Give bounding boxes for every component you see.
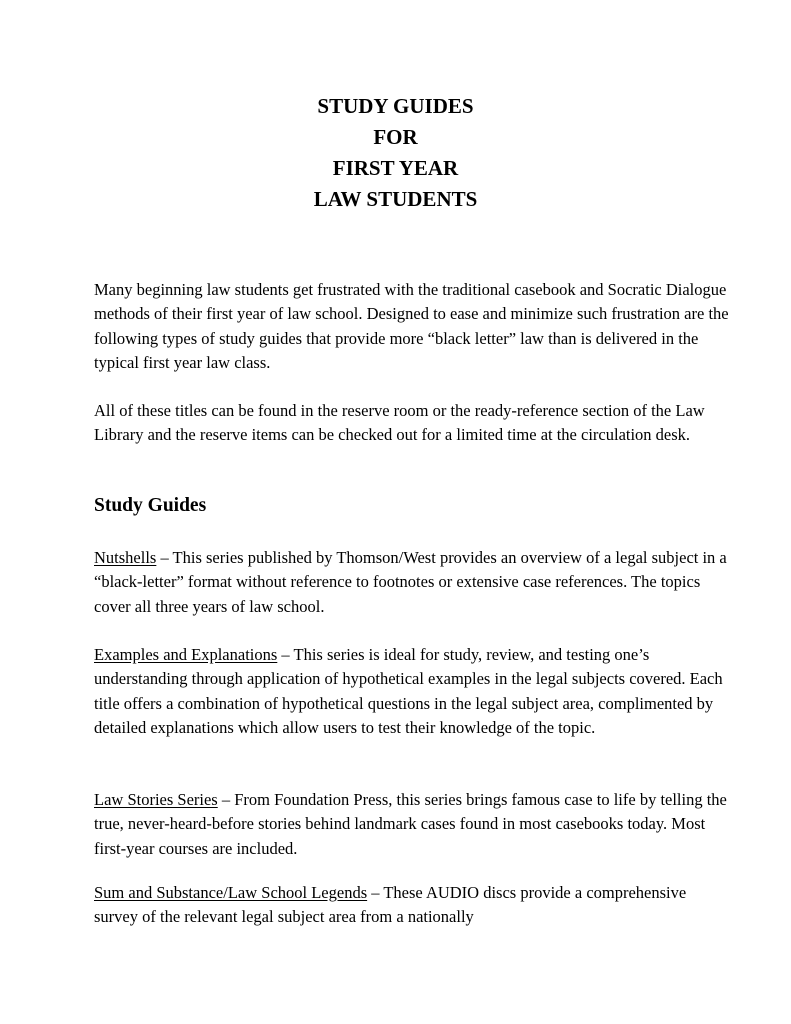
- entry-examples-and-explanations: [94, 643, 734, 740]
- entry-description: – These AUDIO discs provide a comprehensive survey of the relevant legal subject area from a nationally: [94, 883, 687, 927]
- entry-nutshells: [94, 546, 734, 619]
- section-heading: Study Guides: [94, 495, 207, 516]
- entry-term: Nutshells: [94, 548, 157, 567]
- entry-term: Examples and Explanations: [94, 645, 278, 664]
- entry-term: Law Stories Series: [94, 790, 218, 809]
- entry-sum-and-substance: [94, 881, 734, 930]
- title-line-1: STUDY GUIDES: [317, 94, 474, 118]
- title-line-3: FIRST YEAR: [332, 156, 459, 180]
- intro-paragraph-1: Many beginning law students get frustrated with the traditional casebook and Socratic Dialogue methods of their first year of law school. Designed to ease and minimize such frustration are the following types of study guides that provide more “black letter” law than is delivered in the typical first year law class.: [94, 280, 729, 372]
- intro-paragraph-2: All of these titles can be found in the reserve room or the ready-reference section of the Law Library and the reserve items can be checked out for a limited time at the circulation desk.: [94, 401, 705, 445]
- title-line-4: LAW STUDENTS: [313, 187, 478, 211]
- entry-law-stories-series: [94, 788, 734, 861]
- entry-description: – This series is ideal for study, review, and testing one’s understanding through application of hypothetical examples in the legal subjects covered. Each title offers a combination of hypothetical questions in the legal subject area, complimented by detailed explanations which allow users to test their knowledge of the topic.: [94, 645, 723, 737]
- entry-term: Sum and Substance/Law School Legends: [94, 883, 368, 902]
- document-title: [0, 91, 791, 215]
- entry-description: – This series published by Thomson/West provides an overview of a legal subject in a “black-letter” format without reference to footnotes or extensive case references. The topics cover all three years of law school.: [94, 548, 727, 616]
- title-line-2: FOR: [373, 125, 418, 149]
- entry-description: – From Foundation Press, this series brings famous case to life by telling the true, never-heard-before stories behind landmark cases found in most casebooks today. Most first-year courses are included.: [94, 790, 727, 858]
